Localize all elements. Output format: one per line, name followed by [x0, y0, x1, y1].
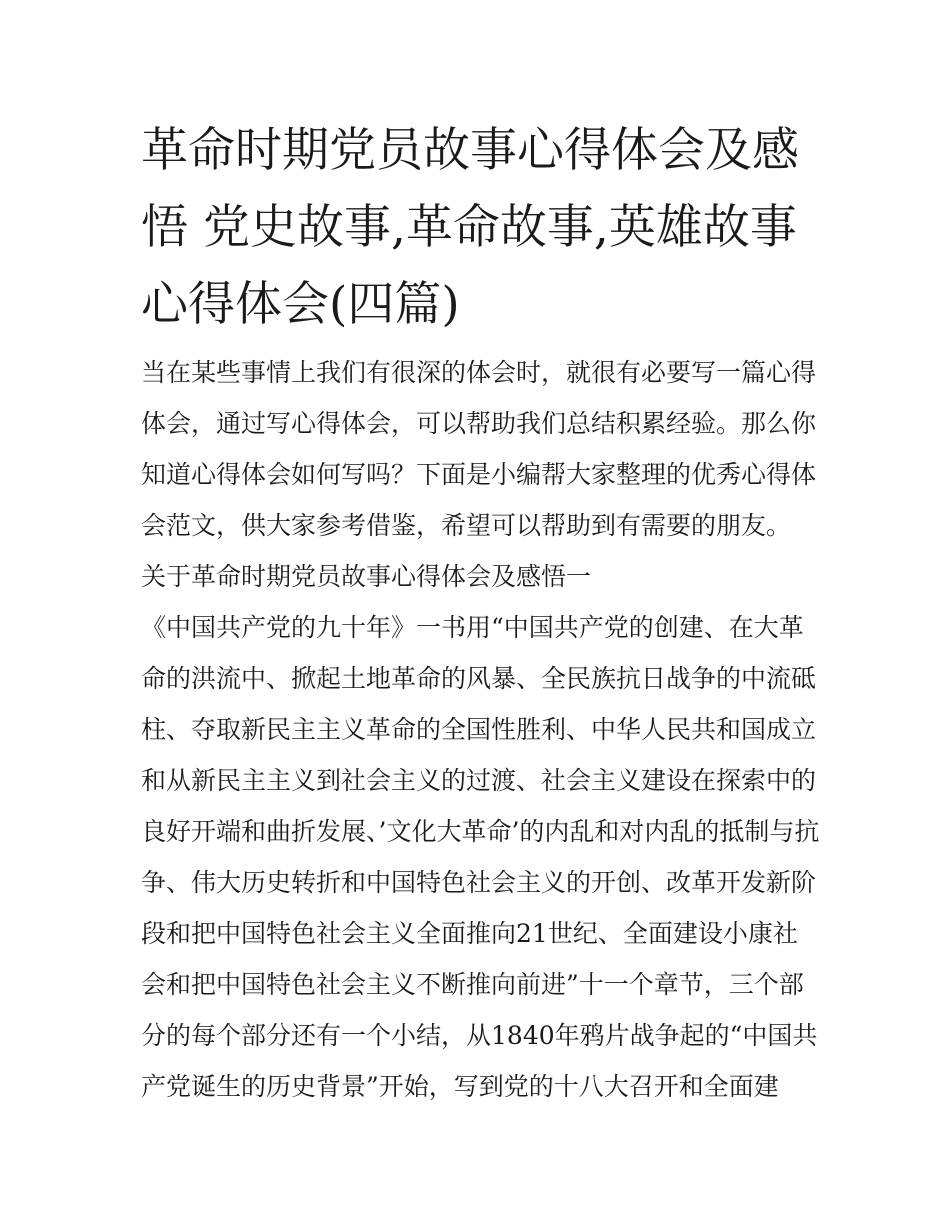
- section-heading: 关于革命时期党员故事心得体会及感悟一: [141, 562, 592, 591]
- document-page: [141, 112, 821, 1112]
- intro-paragraph: 当在某些事情上我们有很深的体会时，就很有必要写一篇心得体会，通过写心得体会，可以帮助我们总结积累经验。那么你知道心得体会如何写吗？下面是小编帮大家整理的优秀心得体会范文，供大家参考借鉴，希望可以帮助到有需要的朋友。: [141, 358, 817, 540]
- document-title: 革命时期党员故事心得体会及感悟 党史故事,革命故事,英雄故事心得体会(四篇): [141, 123, 799, 332]
- body-paragraph: 《中国共产党的九十年》一书用“中国共产党的创建、在大革命的洪流中、掀起土地革命的风暴、全民族抗日战争的中流砥柱、夺取新民主主义革命的全国性胜利、中华人民共和国成立和从新民主主义到社会主义的过渡、社会主义建设在探索中的良好开端和曲折发展、’文化大革命’的内乱和对内乱的抵制与抗争、伟大历史转折和中国特色社会主义的开创、改革开发新阶段和把中国特色社会主义全面推向21世纪、全面建设小康社会和把中国特色社会主义不断推向前进”十一个章节，三个部分的每个部分还有一个小结，从1840年鸦片战争起的“中国共产党诞生的历史背景”开始，写到党的十八大召开和全面建: [141, 613, 820, 1101]
